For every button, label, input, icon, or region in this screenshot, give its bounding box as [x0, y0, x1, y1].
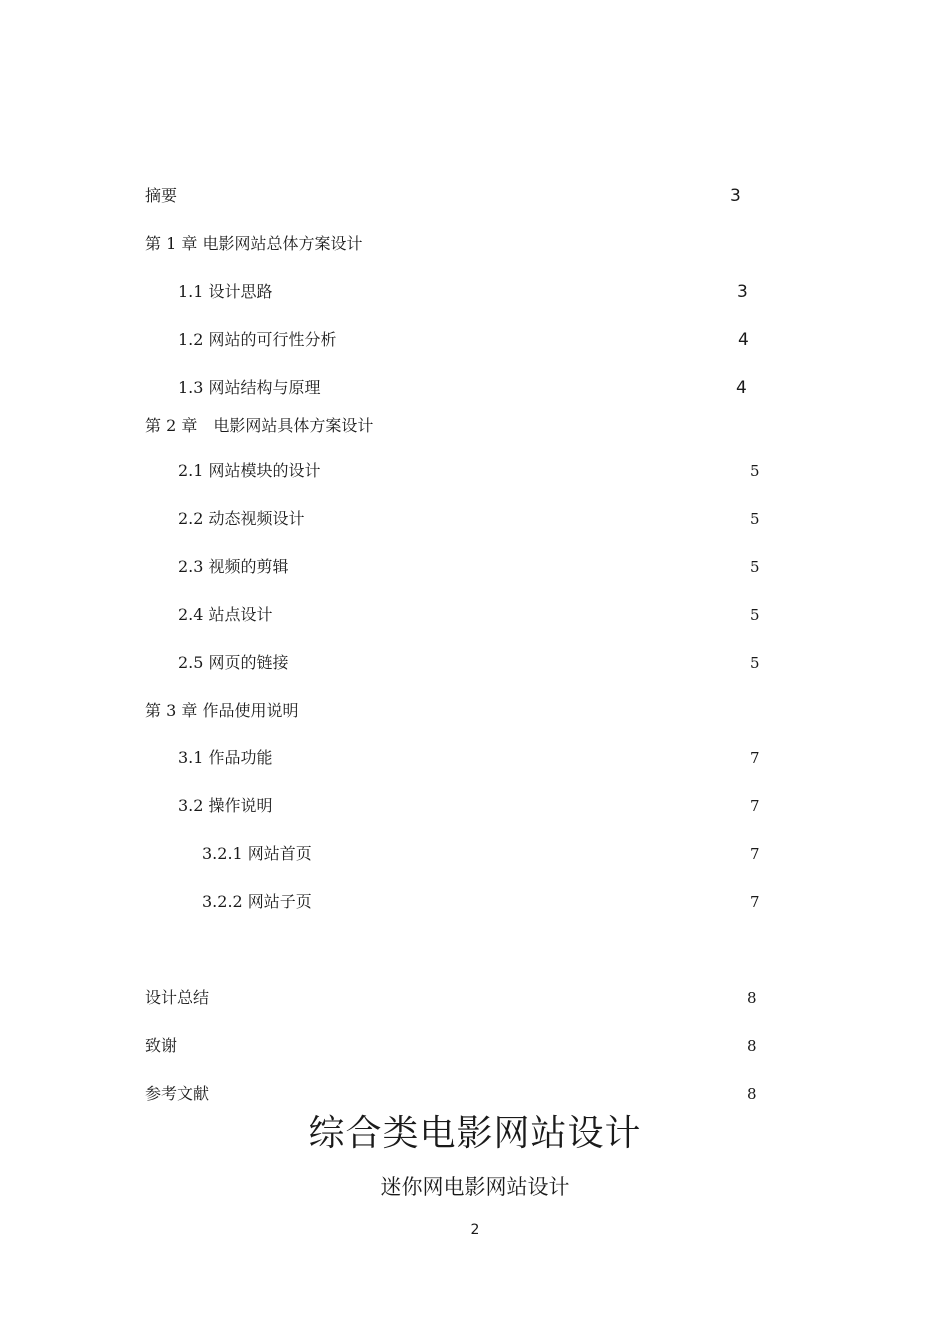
toc-entry-page: 7 — [750, 893, 760, 911]
toc-entry-2-3[interactable] — [0, 555, 950, 579]
toc-entry-label: 2.5 网页的链接 — [178, 653, 289, 672]
toc-entry-3-2-1[interactable] — [0, 842, 950, 866]
toc-entry-label: 2.3 视频的剪辑 — [178, 557, 289, 576]
toc-entry-label: 1.3 网站结构与原理 — [178, 378, 321, 397]
toc-entry-1-3[interactable] — [0, 376, 950, 400]
toc-entry-page: 7 — [750, 749, 760, 767]
toc-entry-page: 5 — [750, 510, 760, 528]
toc-entry-page: 4 — [736, 378, 747, 398]
toc-entry-page: 8 — [747, 1037, 757, 1055]
toc-entry-label: 3.2.1 网站首页 — [202, 844, 312, 863]
toc-entry-page: 3 — [730, 186, 741, 206]
toc-entry-label: 1.2 网站的可行性分析 — [178, 330, 337, 349]
toc-entry-2-2[interactable] — [0, 507, 950, 531]
toc-entry-page: 7 — [750, 845, 760, 863]
toc-entry-label: 3.1 作品功能 — [178, 748, 273, 767]
toc-entry-1-1[interactable] — [0, 280, 950, 304]
toc-entry-label: 摘要 — [145, 186, 178, 205]
toc-entry-label: 3.2.2 网站子页 — [202, 892, 312, 911]
toc-entry-page: 8 — [747, 989, 757, 1007]
toc-entry-2-5[interactable] — [0, 651, 950, 675]
toc-entry-label: 2.2 动态视频设计 — [178, 509, 305, 528]
toc-entry-page: 7 — [750, 797, 760, 815]
toc-entry-3-2[interactable] — [0, 794, 950, 818]
toc-entry-chapter-3[interactable] — [0, 699, 950, 723]
toc-entry-3-1[interactable] — [0, 746, 950, 770]
toc-entry-label: 2.1 网站模块的设计 — [178, 461, 321, 480]
toc-entry-1-2[interactable] — [0, 328, 950, 352]
toc-entry-label: 致谢 — [145, 1036, 178, 1055]
toc-entry-label: 第 3 章 作品使用说明 — [145, 701, 299, 720]
toc-entry-page: 5 — [750, 558, 760, 576]
toc-entry-2-1[interactable] — [0, 459, 950, 483]
toc-entry-2-4[interactable] — [0, 603, 950, 627]
toc-entry-page: 3 — [737, 282, 748, 302]
toc-entry-label: 第 2 章 电影网站具体方案设计 — [145, 416, 374, 435]
toc-entry-references[interactable] — [0, 1082, 950, 1106]
toc-entry-chapter-1[interactable] — [0, 232, 950, 256]
toc-entry-page: 8 — [747, 1085, 757, 1103]
page-number: 2 — [470, 1222, 480, 1238]
document-title: 综合类电影网站设计 — [308, 1113, 642, 1154]
toc-entry-page: 4 — [738, 330, 749, 350]
toc-entry-3-2-2[interactable] — [0, 890, 950, 914]
toc-entry-page: 5 — [750, 654, 760, 672]
toc-entry-page: 5 — [750, 462, 760, 480]
toc-entry-acknowledgements[interactable] — [0, 1034, 950, 1058]
toc-entry-label: 1.1 设计思路 — [178, 282, 273, 301]
toc-entry-label: 第 1 章 电影网站总体方案设计 — [145, 234, 363, 253]
document-subtitle: 迷你网电影网站设计 — [380, 1175, 570, 1199]
toc-entry-summary[interactable] — [0, 986, 950, 1010]
toc-entry-page: 5 — [750, 606, 760, 624]
toc-entry-label: 设计总结 — [145, 988, 210, 1007]
toc-entry-label: 参考文献 — [145, 1084, 210, 1103]
toc-entry-label: 3.2 操作说明 — [178, 796, 273, 815]
toc-entry-label: 2.4 站点设计 — [178, 605, 273, 624]
toc-entry-chapter-2[interactable] — [0, 414, 950, 438]
toc-entry-abstract[interactable] — [0, 184, 950, 208]
